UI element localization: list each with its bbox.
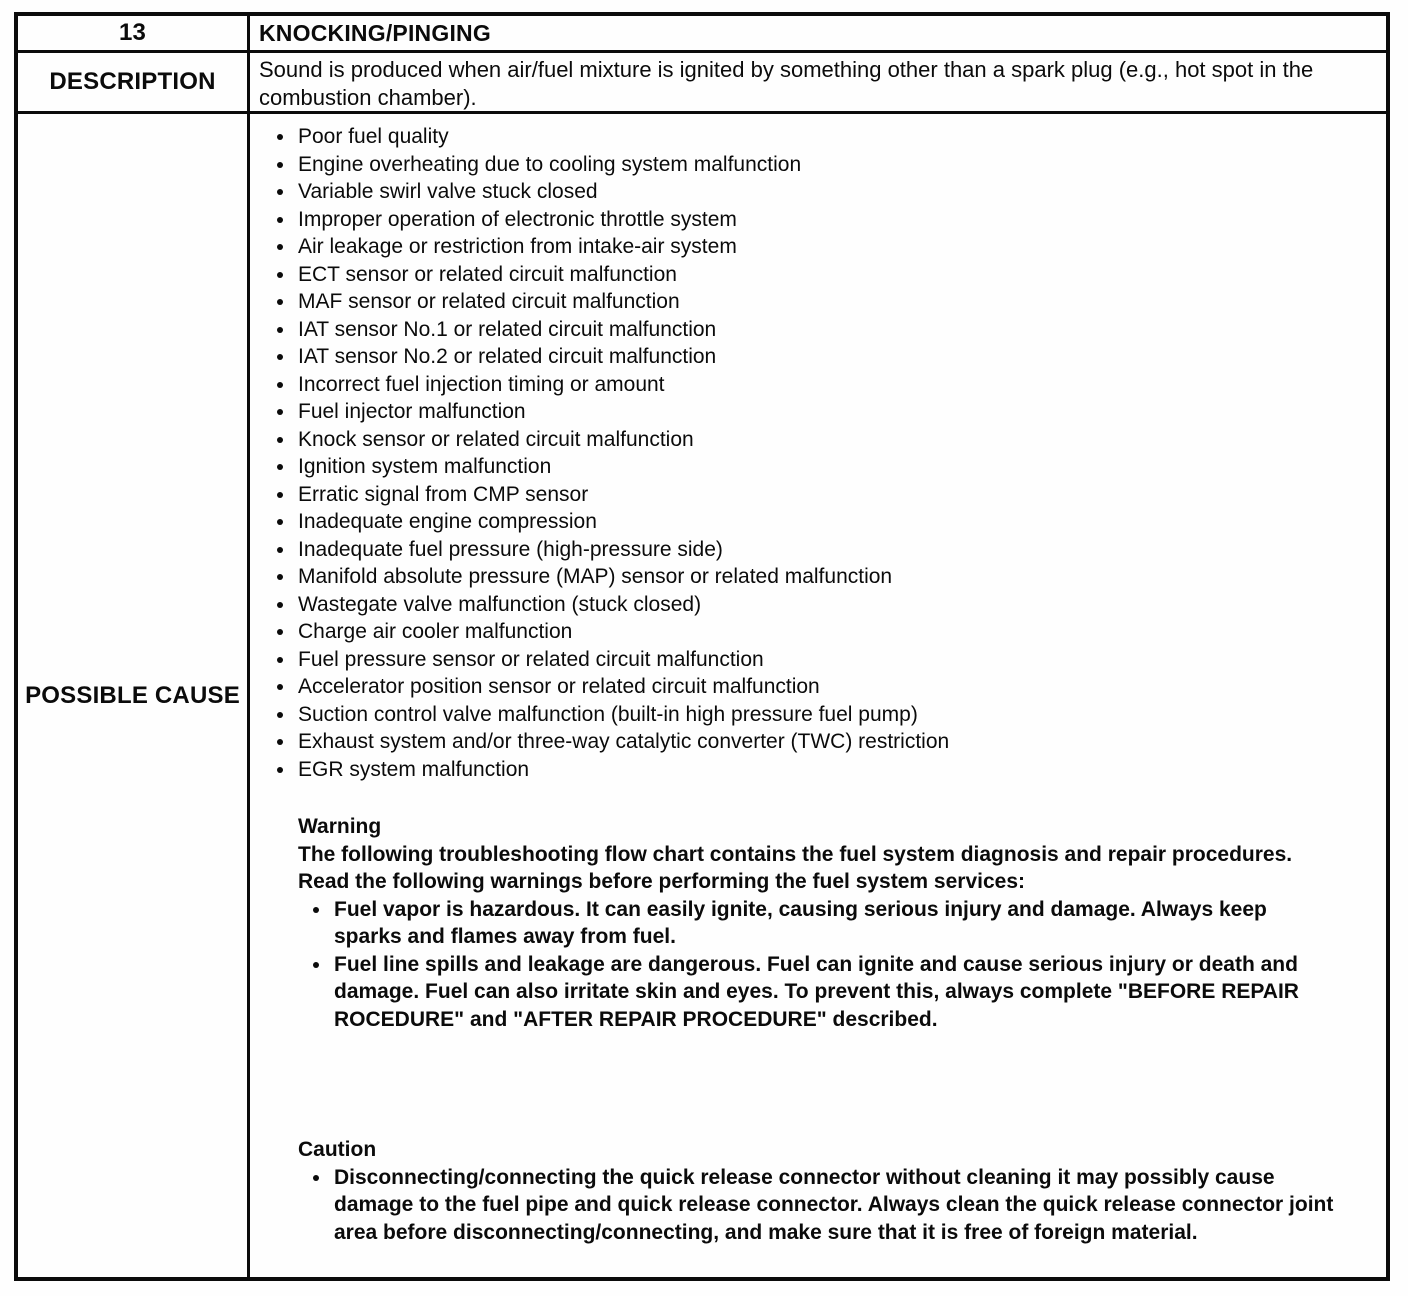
cause-item: • Erratic signal from CMP sensor <box>296 481 1352 509</box>
symptom-title: KNOCKING/PINGING <box>259 19 491 46</box>
description-cell <box>250 53 1386 114</box>
description-text: Sound is produced when air/fuel mixture is ignited by something other than a spark plug (e.g., hot spot in the combustion chamber). <box>259 57 1314 110</box>
cause-list <box>250 123 1352 783</box>
cause-item: • MAF sensor or related circuit malfunction <box>296 288 1352 316</box>
cause-item: • Exhaust system and/or three-way catalytic converter (TWC) restriction <box>296 728 1352 756</box>
cause-item: • Accelerator position sensor or related circuit malfunction <box>296 673 1352 701</box>
item-number: 13 <box>118 19 147 46</box>
cause-item: • Wastegate valve malfunction (stuck closed) <box>296 591 1352 619</box>
cause-item: • ECT sensor or related circuit malfunction <box>296 261 1352 289</box>
warning-item: • Fuel line spills and leakage are dangerous. Fuel can ignite and cause serious injury or death and damage. Fuel can also irritate skin and eyes. To prevent this, always complete "BEFORE REPAIR ROCEDURE" and "AFTER REPAIR PROCEDURE" described. <box>332 951 1336 1034</box>
cause-item: • EGR system malfunction <box>296 756 1352 784</box>
cause-item: • Improper operation of electronic throttle system <box>296 206 1352 234</box>
warning-section <box>298 813 1336 1033</box>
warning-heading: Warning <box>298 815 382 838</box>
cause-item: • Incorrect fuel injection timing or amount <box>296 371 1352 399</box>
description-label-cell <box>18 53 250 114</box>
cause-item: • Fuel pressure sensor or related circuit malfunction <box>296 646 1352 674</box>
possible-cause-label: POSSIBLE CAUSE <box>25 681 240 709</box>
cause-item: • IAT sensor No.1 or related circuit malfunction <box>296 316 1352 344</box>
cause-item: • Inadequate engine compression <box>296 508 1352 536</box>
possible-cause-cell <box>250 114 1386 1277</box>
cause-item: • Variable swirl valve stuck closed <box>296 178 1352 206</box>
warning-item: • Fuel vapor is hazardous. It can easily ignite, causing serious injury and damage. Always keep sparks and flames away from fuel. <box>332 896 1336 951</box>
description-label: DESCRIPTION <box>49 68 216 95</box>
symptom-title-cell <box>250 16 1386 53</box>
cause-item: • Engine overheating due to cooling system malfunction <box>296 151 1352 179</box>
caution-list <box>298 1164 1336 1247</box>
caution-item: • Disconnecting/connecting the quick release connector without cleaning it may possibly cause damage to the fuel pipe and quick release connector. Always clean the quick release connector joint area before disconnecting/connecting, and make sure that it is free of foreign material. <box>332 1164 1336 1247</box>
possible-cause-label-cell <box>18 114 250 1277</box>
cause-item: • Charge air cooler malfunction <box>296 618 1352 646</box>
cause-item: • Fuel injector malfunction <box>296 398 1352 426</box>
cause-item: • Ignition system malfunction <box>296 453 1352 481</box>
troubleshooting-table <box>14 12 1390 1281</box>
caution-heading: Caution <box>298 1138 377 1161</box>
warning-intro: The following troubleshooting flow chart contains the fuel system diagnosis and repair procedures. Read the following warnings before performing the fuel system services: <box>298 842 1293 893</box>
cause-item: • IAT sensor No.2 or related circuit malfunction <box>296 343 1352 371</box>
cause-item: • Knock sensor or related circuit malfunction <box>296 426 1352 454</box>
cause-item: • Manifold absolute pressure (MAP) sensor or related malfunction <box>296 563 1352 591</box>
item-number-cell <box>18 16 250 53</box>
caution-section <box>298 1136 1336 1246</box>
cause-item: • Suction control valve malfunction (built-in high pressure fuel pump) <box>296 701 1352 729</box>
cause-item: • Inadequate fuel pressure (high-pressure side) <box>296 536 1352 564</box>
cause-item: • Poor fuel quality <box>296 123 1352 151</box>
cause-item: • Air leakage or restriction from intake-air system <box>296 233 1352 261</box>
warning-list <box>298 896 1336 1034</box>
